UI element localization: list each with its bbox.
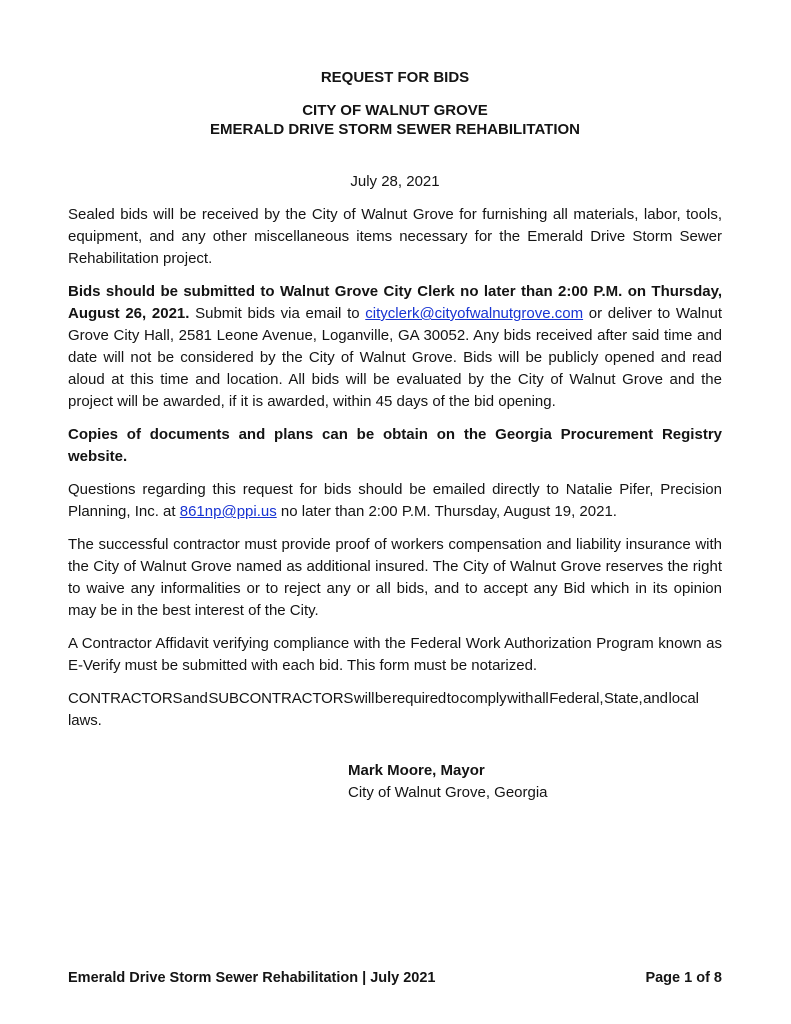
questions-email-link[interactable]: 861np@ppi.us [179,503,277,520]
submission-text-before-link: Submit bids via email to [195,305,366,322]
paragraph-documents: Copies of documents and plans can be obtain on the Georgia Procurement Registry website. [68,426,722,465]
paragraph-everify: A Contractor Affidavit verifying compliance with the Federal Work Authorization Program known as E-Verify must be submitted with each bid. This form must be notarized. [68,635,722,674]
city-clerk-email-link[interactable]: cityclerk@cityofwalnutgrove.com [365,305,584,322]
signature-org: City of Walnut Grove, Georgia [348,784,548,801]
paragraph-submission [68,281,722,413]
page-footer [68,969,722,988]
document-content [68,0,722,804]
submission-text-after-link: or deliver to Walnut Grove City Hall, 2581 Leone Avenue, Loganville, GA 30052. Any bids received after said time and date will not be considered by the City of Walnut Grove. Bids will be publicly opened and read aloud at this time and location. All bids will be evaluated by the City of Walnut Grove and the project will be awarded, if it is awarded, within 45 days of the bid opening. [68,305,722,410]
footer-page-number: Page 1 of 8 [645,970,722,986]
footer-document-title: Emerald Drive Storm Sewer Rehabilitation | July 2021 [68,970,436,986]
questions-text-before-link: Questions regarding this request for bids should be emailed directly to Natalie Pifer, Precision Planning, Inc. at [68,481,722,520]
paragraph-questions [68,479,722,523]
questions-text-after-link: no later than 2:00 P.M. Thursday, August 19, 2021. [280,503,617,520]
signature-block [348,760,722,804]
submission-deadline-text: Bids should be submitted to Walnut Grove City Clerk no later than 2:00 P.M. on Thursday, August 26, 2021. [68,283,722,322]
document-title: REQUEST FOR BIDS [320,69,470,86]
paragraph-compliance: CONTRACTORS and SUBCONTRACTORS will be required to comply with all Federal, State, and local laws. [68,690,699,729]
city-name: CITY OF WALNUT GROVE [302,102,488,119]
document-date: July 28, 2021 [350,173,440,190]
paragraph-insurance: The successful contractor must provide proof of workers compensation and liability insurance with the City of Walnut Grove named as additional insured. The City of Walnut Grove reserves the right to waive any informalities or to reject any or all bids, and to accept any Bid which in its opinion may be in the best interest of the City. [68,536,722,619]
signature-name: Mark Moore, Mayor [348,762,485,779]
project-name: EMERALD DRIVE STORM SEWER REHABILITATION [209,121,580,138]
document-subtitle-block [68,101,722,139]
paragraph-intro: Sealed bids will be received by the City of Walnut Grove for furnishing all materials, labor, tools, equipment, and any other miscellaneous items necessary for the Emerald Drive Storm Sewer Rehabilitation project. [68,206,722,267]
